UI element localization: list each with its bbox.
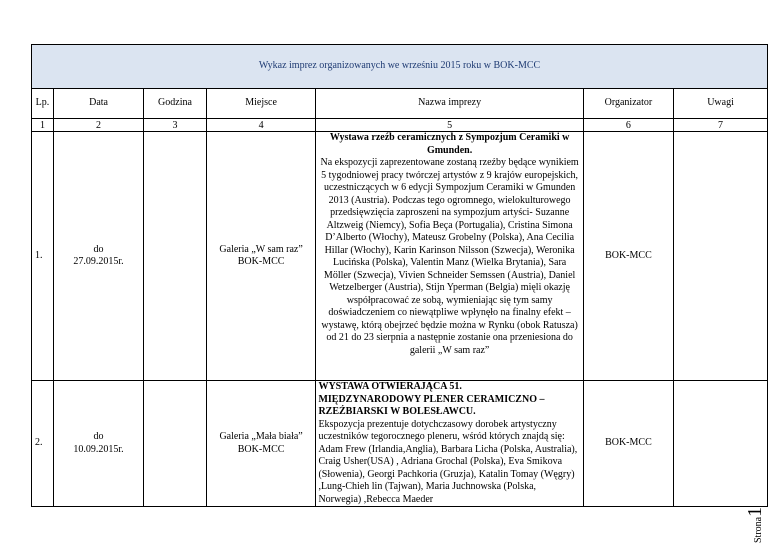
- row-place-name: Galeria „Mała biała”: [219, 431, 303, 442]
- header-row: [32, 89, 768, 119]
- row-notes: [674, 381, 768, 507]
- event-title-line: RZEŹBIARSKI W BOLESŁAWCU.: [318, 406, 476, 417]
- header-place: Miejsce: [206, 89, 316, 119]
- row-event: [316, 132, 583, 381]
- row-lp: 2.: [32, 381, 54, 507]
- row-organizer: BOK-MCC: [583, 132, 673, 381]
- row-notes: [674, 132, 768, 381]
- row-place-name: Galeria „W sam raz”: [219, 243, 303, 255]
- row-date: [53, 381, 143, 507]
- row-place: [206, 132, 316, 381]
- row-date-value: 10.09.2015r.: [73, 443, 124, 455]
- column-number-row: [32, 119, 768, 132]
- column-number: 2: [53, 119, 143, 132]
- column-number: 3: [144, 119, 207, 132]
- column-number: 5: [316, 119, 583, 132]
- row-event: [316, 381, 583, 507]
- table-row: [32, 132, 768, 381]
- row-date: [53, 132, 143, 381]
- column-number: 7: [674, 119, 768, 132]
- table-title: Wykaz imprez organizowanych we wrześniu 2015 roku w BOK-MCC: [32, 45, 768, 89]
- column-number: 4: [206, 119, 316, 132]
- events-table: [31, 44, 768, 507]
- event-title-line: WYSTAWA OTWIERAJĄCA 51.: [318, 381, 462, 392]
- header-date: Data: [53, 89, 143, 119]
- table-row: [32, 381, 768, 507]
- event-title: Wystawa rzeźb ceramicznych z Sympozjum Ceramiki w Gmunden.: [329, 132, 570, 156]
- row-organizer: BOK-MCC: [583, 381, 673, 507]
- row-time: [144, 381, 207, 507]
- event-description: Na ekspozycji zaprezentowane zostaną rzeźby będące wynikiem 5 tygodniowej pracy twórczej artystów z 9 krajów europejskich, uczestniczących w 6 edycji Sympozjum Ceramiki w Gmunden 2013 (Austria). Podczas tego ogromnego, wielokulturowego przedsięwzięcia zaproszeni na sympozjum artyści- Suzanne Altzweig (Niemcy), Sofia Beça (Portugalia), Cristina Simona D’Alberto (Włochy), Mateusz Grobelny (Polska), Ana Cecilia Hillar (Włochy), Karin Karinson Nilsson (Szwecja), Weronika Lucińska (Polska), Valentin Manz (Wielka Brytania), Sara Möller (Szwecja), Vivien Schneider Semssen (Austria), Daniel Wetzelberger (Austria), Stijn Yperman (Belgia) mięli okazję współpracować ze sobą, wymieniając się tym samy doświadczeniem co niewątpliwe wpłynęło na finalny efekt – wystawę, którą obejrzeć będzie można w Rynku (obok Ratusza) od 21 do 23 sierpnia a następnie zostanie ona przeniesiona do galerii „W sam raz”: [320, 157, 579, 356]
- header-organizer: Organizator: [583, 89, 673, 119]
- event-title-line: MIĘDZYNARODOWY PLENER CERAMICZNO –: [318, 393, 545, 405]
- column-number: 1: [32, 119, 54, 132]
- header-name: Nazwa imprezy: [316, 89, 583, 119]
- page-label: Strona: [753, 516, 764, 543]
- header-lp: Lp.: [32, 89, 54, 119]
- row-date-value: 27.09.2015r.: [73, 256, 124, 267]
- page-footer: [744, 507, 767, 543]
- row-date-prefix: do: [93, 431, 104, 442]
- row-time: [144, 132, 207, 381]
- row-place-org: BOK-MCC: [237, 256, 285, 267]
- page-number: 1: [744, 506, 766, 517]
- header-time: Godzina: [144, 89, 207, 119]
- row-date-prefix: do: [93, 243, 104, 255]
- row-lp: 1.: [32, 132, 54, 381]
- column-number: 6: [583, 119, 673, 132]
- row-place: [206, 381, 316, 507]
- header-notes: Uwagi: [674, 89, 768, 119]
- event-description: Ekspozycja prezentuje dotychczasowy dorobek artystyczny uczestników tegorocznego pleneru, wśród których znajdą się: Adam Frew (Irlandia,Anglia), Barbara Licha (Polska, Australia), Craig Usher(USA) , Adriana Grochal (Polska), Eva Smikova (Słowenia), Georgi Pachkoria (Gruzja), Katalin Tomay (Węgry) ,Lung-Chieh lin (Tajwan), Maria Juchnowska (Polska, Norwegia) ,Rebecca Maeder: [318, 418, 578, 505]
- row-place-org: BOK-MCC: [237, 443, 285, 455]
